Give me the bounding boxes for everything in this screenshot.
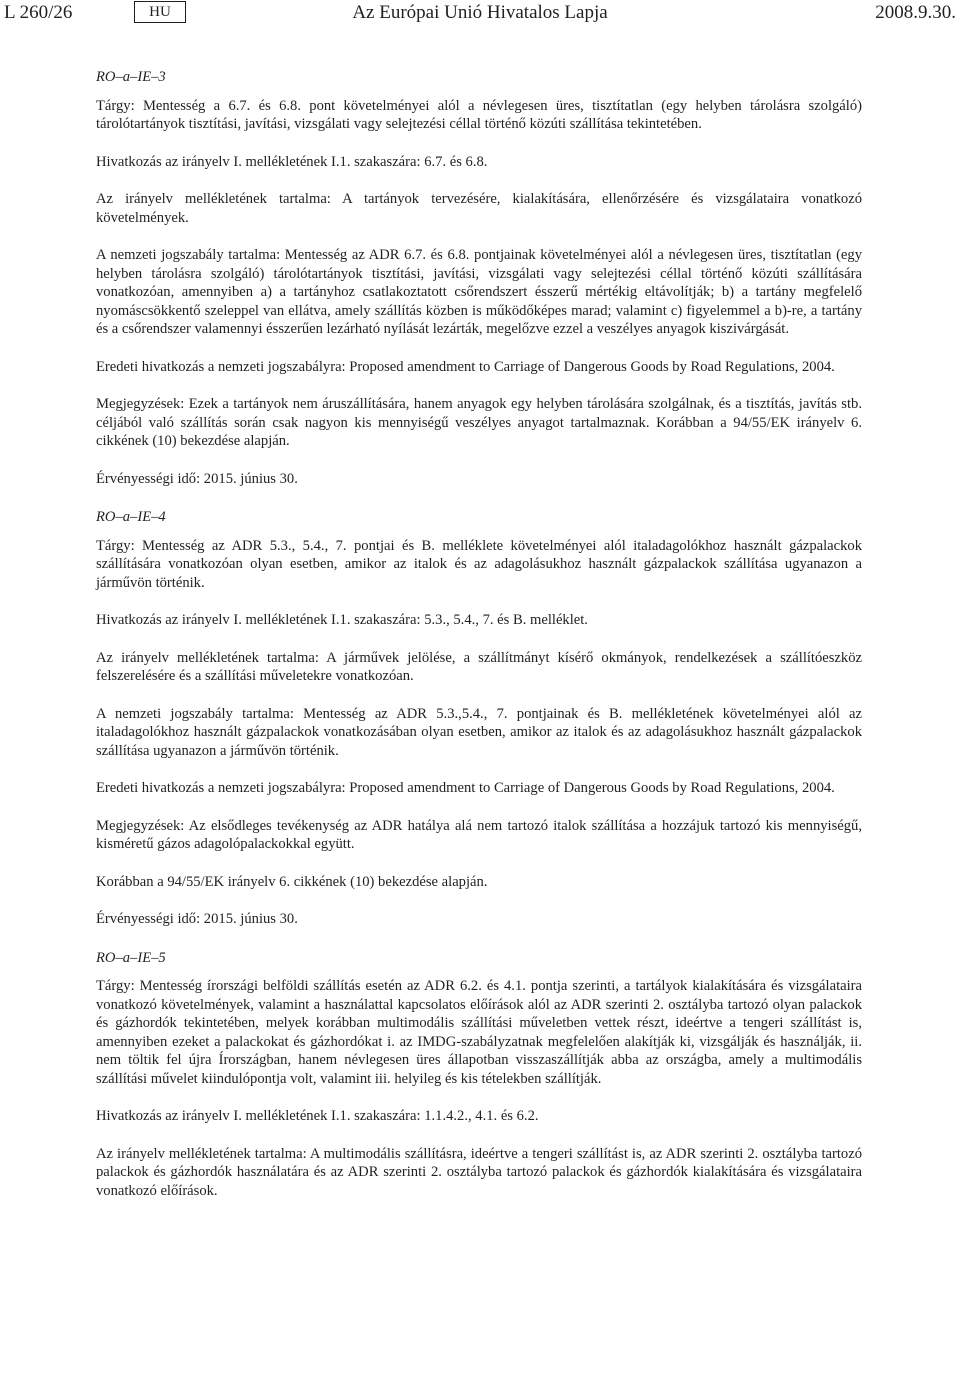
annex-content-paragraph: Az irányelv mellékletének tartalma: A járművek jelölése, a szállítmányt kísérő okmányok, rendelkezések a szállítóeszköz felszerelésére és a szállítási műveletekre vonatkozóan. — [96, 649, 862, 684]
page-reference: L 260/26 — [4, 2, 73, 23]
directive-reference-paragraph: Hivatkozás az irányelv I. mellékletének I.1. szakaszára: 5.3., 5.4., 7. és B. melléklet. — [96, 612, 588, 628]
previous-basis-paragraph: Korábban a 94/55/EK irányelv 6. cikkének (10) bekezdése alapján. — [96, 873, 488, 890]
annex-content-paragraph: Az irányelv mellékletének tartalma: A multimodális szállításra, ideértve a tengeri szállítást is, az ADR szerinti 2. osztályba tartozó palackok és gázhordók használatára és az ADR szerinti 2. osztályba tartozó palackok és gázhordók kialakítására és vizsgálataira vonatkozó előírások. — [96, 1145, 862, 1199]
section-ref: RO–a–IE–3 — [96, 69, 166, 85]
subject-paragraph: Tárgy: Mentesség az ADR 5.3., 5.4., 7. pontjai és B. melléklete követelményei alól italadagolókhoz használt gázpalackok szállítására vonatkozóan olyan esetben, amikor az italok és az adagolásukhoz használt gázpalackok szállítása ugyanazon a járművön történik. — [96, 537, 862, 591]
national-legislation-paragraph: A nemzeti jogszabály tartalma: Mentesség az ADR 6.7. és 6.8. pontjainak követelményei alól a névlegesen üres, tisztítatlan (egy helyben tárolásra szolgáló) tárolótartányok tisztítási, javítási, vizsgálati vagy selejtezési céllal történő közúti szállítására vonatkozóan, amennyiben a) a tartányhoz csatlakoztatott csőrendszert ésszerű mértékig eltávolítják; b) a tartány megfelelő nyomáscsökkentő szeleppel van ellátva, amely szállítás közben is működőképes marad; valamint c) figyelemmel a b)-re, a tartány és a csőrendszer valamennyi ésszerűen lezárható nyílását lezárták, megelőzve ezzel a veszélyes anyagok kiszivárgását. — [96, 247, 862, 337]
comments-paragraph: Megjegyzések: Ezek a tartányok nem áruszállítására, hanem anyagok egy helyben tárolására szolgálnak, és a tisztítás, javítás stb. céljából való szállítás során csak nagyon kis mennyiségű veszélyes anyagot tartalmaznak. Korábban a 94/55/EK irányelv 6. cikkének (10) bekezdése alapján. — [96, 396, 862, 449]
comments-paragraph: Megjegyzések: Az elsődleges tevékenység az ADR hatálya alá nem tartozó italok szállítása a hozzájuk tartozó kis mennyiségű, kisméretű gázos adagolópalackokkal együtt. — [96, 817, 862, 852]
page-header — [0, 0, 960, 40]
subject-paragraph: Tárgy: Mentesség a 6.7. és 6.8. pont követelményei alól a névlegesen üres, tisztítatlan (egy helyben tárolásra szolgáló) tárolótartányok tisztítási, javítási, vizsgálati vagy selejtezési céllal történő közúti szállítása tekintetében. — [96, 97, 862, 132]
subject-paragraph: Tárgy: Mentesség írországi belföldi szállítás esetén az ADR 6.2. és 4.1. pontja szerinti, a tartályok kialakítására és vizsgálataira vonatkozó követelmények, valamint a használattal kapcsolatos előírások alól az ADR szerinti 2. osztályba tartozó olyan palackok és gázhordók tekintetében, melyek korábban multimodális szállítási műveletben vettek részt, ideértve a tengeri szállítást is, amennyiben ezeket a palackokat és gázhordókat i. az IMDG-szabályzatnak megfelelően alakítják ki, vizsgálják és használják, ii. nem töltik fel újra Írországban, hanem névlegesen üres állapotban visszaszállítják abba az országba, amely a multimodális szállítási művelet kiindulópontja volt, valamint iii. helyileg és kis tételekben szállítják. — [96, 978, 862, 1087]
language-code-box: HU — [134, 1, 186, 23]
publication-date: 2008.9.30. — [875, 2, 956, 23]
original-reference-paragraph: Eredeti hivatkozás a nemzeti jogszabályra: Proposed amendment to Carriage of Dangerous Goods by Road Regulations, 2004. — [96, 780, 835, 796]
journal-title: Az Európai Unió Hivatalos Lapja — [352, 2, 608, 23]
original-reference-paragraph: Eredeti hivatkozás a nemzeti jogszabályra: Proposed amendment to Carriage of Dangerous Goods by Road Regulations, 2004. — [96, 358, 835, 375]
validity-paragraph: Érvényességi idő: 2015. június 30. — [96, 911, 298, 927]
annex-content-paragraph: Az irányelv mellékletének tartalma: A tartányok tervezésére, kialakítására, ellenőrzésére és vizsgálataira vonatkozó követelmények. — [96, 191, 862, 226]
directive-reference-paragraph: Hivatkozás az irányelv I. mellékletének I.1. szakaszára: 1.1.4.2., 4.1. és 6.2. — [96, 1108, 539, 1124]
validity-paragraph: Érvényességi idő: 2015. június 30. — [96, 470, 298, 487]
section-ref: RO–a–IE–5 — [96, 949, 166, 966]
directive-reference-paragraph: Hivatkozás az irányelv I. mellékletének I.1. szakaszára: 6.7. és 6.8. — [96, 153, 488, 170]
national-legislation-paragraph: A nemzeti jogszabály tartalma: Mentesség az ADR 5.3.,5.4., 7. pontjainak és B. mellékletének követelményei alól az italadagolókhoz használt gázpalackok vonatkozásában olyan esetben, amikor az italok és az adagolásukhoz használt gázpalackok szállítása ugyanazon a járművön történik. — [96, 705, 862, 759]
section-ref: RO–a–IE–4 — [96, 509, 166, 525]
document-body — [96, 68, 862, 1200]
